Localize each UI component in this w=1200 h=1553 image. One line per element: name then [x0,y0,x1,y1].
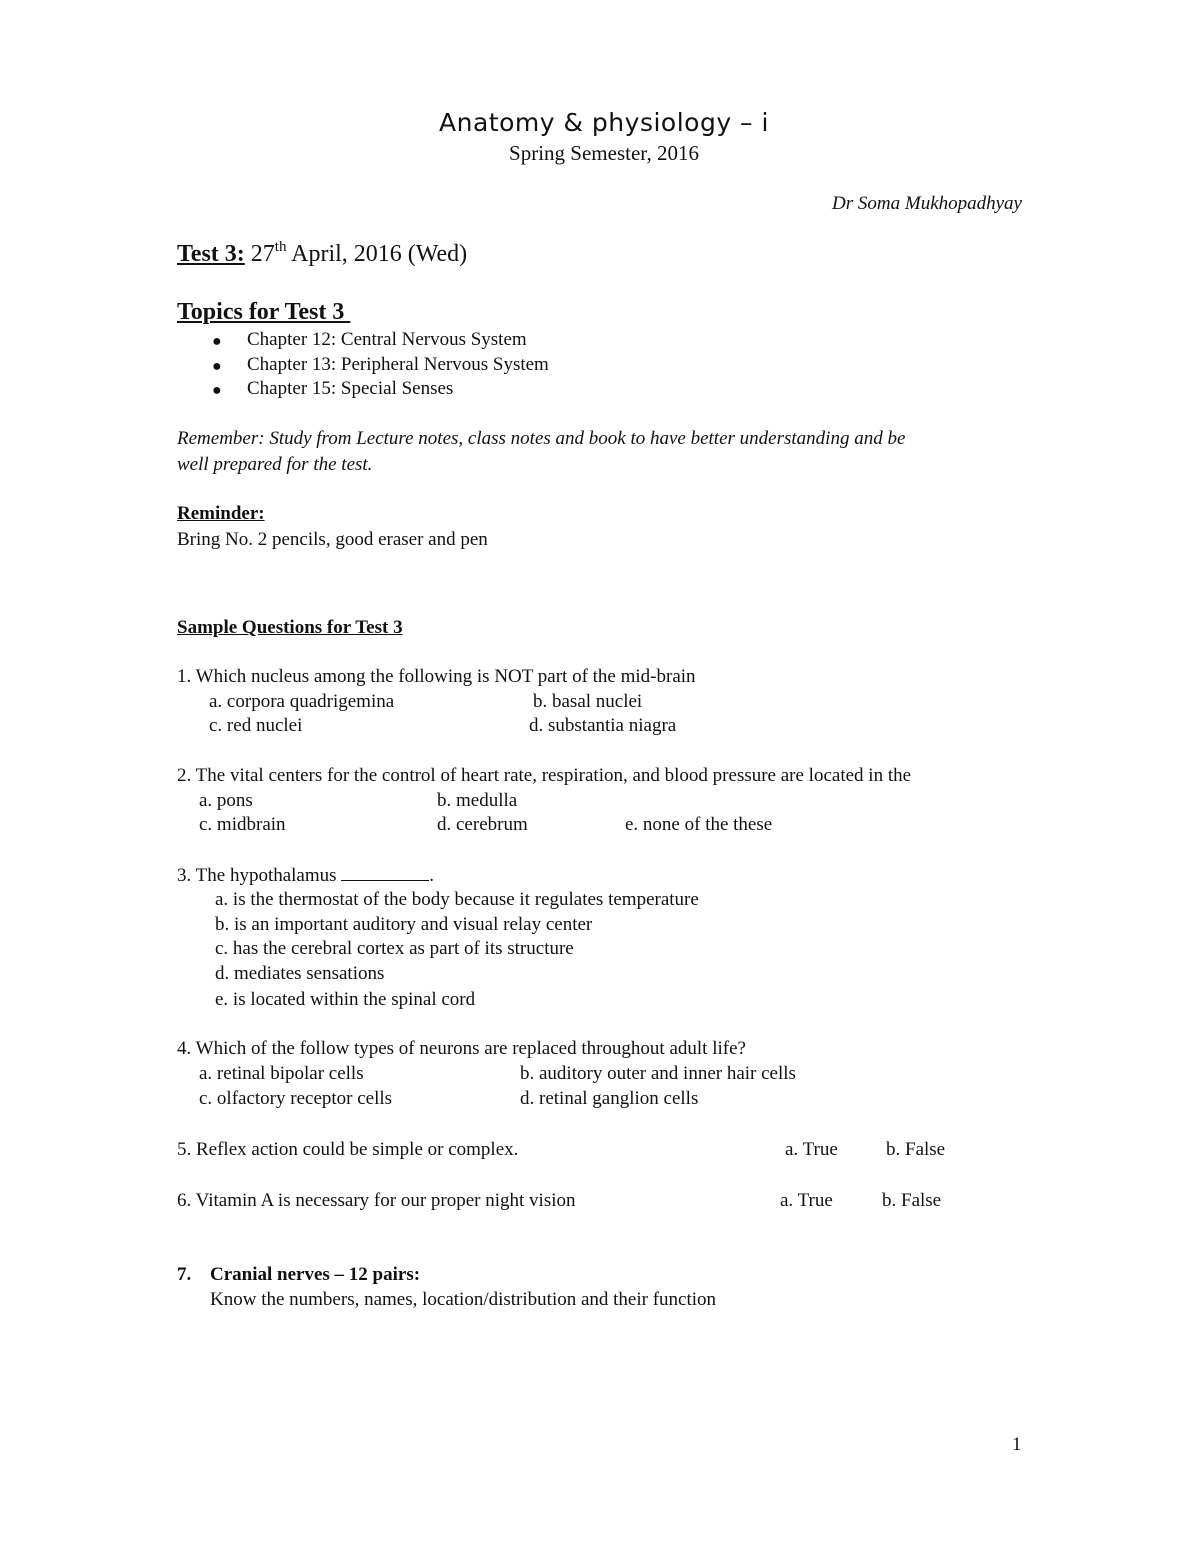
q1-option-d: d. substantia niagra [529,715,677,736]
question-3 [177,864,434,887]
page-title: Anatomy & physiology – i [439,108,769,137]
question-6: 6. Vitamin A is necessary for our proper night vision [177,1190,576,1211]
test-date-rest: April, 2016 (Wed) [286,241,468,267]
reminder-text: Bring No. 2 pencils, good eraser and pen [177,529,488,550]
question-4: 4. Which of the follow types of neurons are replaced throughout adult life? [177,1038,746,1059]
reminder-heading: Reminder: [177,503,265,524]
q3-option-e: e. is located within the spinal cord [215,989,476,1010]
q4-option-d: d. retinal ganglion cells [520,1088,699,1109]
author-name: Dr Soma Mukhopadhyay [832,193,1022,214]
topics-heading: Topics for Test 3 [177,299,351,325]
topic-item: Chapter 12: Central Nervous System [247,329,527,350]
question-2: 2. The vital centers for the control of heart rate, respiration, and blood pressure are located in the [177,765,912,786]
q3-text: 3. The hypothalamus [177,865,342,886]
test-date-line [177,241,467,268]
question-7-title: Cranial nerves – 12 pairs: [210,1264,421,1285]
q2-option-c: c. midbrain [199,814,286,835]
q3-option-c: c. has the cerebral cortex as part of its structure [215,938,574,959]
page-subtitle: Spring Semester, 2016 [509,141,699,165]
q2-option-a: a. pons [199,790,253,811]
topic-item: Chapter 13: Peripheral Nervous System [247,354,549,375]
remember-note-line: well prepared for the test. [177,454,373,475]
question-7-text: Know the numbers, names, location/distribution and their function [210,1289,717,1310]
sample-questions-heading: Sample Questions for Test 3 [177,617,403,638]
answer-blank [341,864,429,881]
bullet-icon: ● [212,333,222,350]
q4-option-c: c. olfactory receptor cells [199,1088,393,1109]
q1-option-a: a. corpora quadrigemina [209,691,395,712]
q6-option-a: a. True [780,1190,833,1211]
q3-option-b: b. is an important auditory and visual relay center [215,914,593,935]
question-7-number: 7. [177,1264,192,1285]
q5-option-a: a. True [785,1139,838,1160]
question-1: 1. Which nucleus among the following is NOT part of the mid-brain [177,666,696,687]
q6-option-b: b. False [882,1190,942,1211]
q3-option-d: d. mediates sensations [215,963,385,984]
bullet-icon: ● [212,358,222,375]
topic-item: Chapter 15: Special Senses [247,378,454,399]
q2-option-b: b. medulla [437,790,518,811]
test-day-suffix: th [274,239,287,255]
q3-option-a: a. is the thermostat of the body because it regulates temperature [215,889,699,910]
q4-option-a: a. retinal bipolar cells [199,1063,364,1084]
bullet-icon: ● [212,382,222,399]
page-number: 1 [1012,1434,1022,1455]
question-5: 5. Reflex action could be simple or complex. [177,1139,519,1160]
q2-option-e: e. none of the these [625,814,773,835]
test-day: 27 [244,241,275,267]
q3-end: . [429,865,435,886]
test-label: Test 3: [177,241,245,267]
q1-option-b: b. basal nuclei [533,691,643,712]
q1-option-c: c. red nuclei [209,715,303,736]
remember-note-line: Remember: Study from Lecture notes, class notes and book to have better understanding and be [177,428,906,449]
q5-option-b: b. False [886,1139,946,1160]
q2-option-d: d. cerebrum [437,814,528,835]
q4-option-b: b. auditory outer and inner hair cells [520,1063,796,1084]
